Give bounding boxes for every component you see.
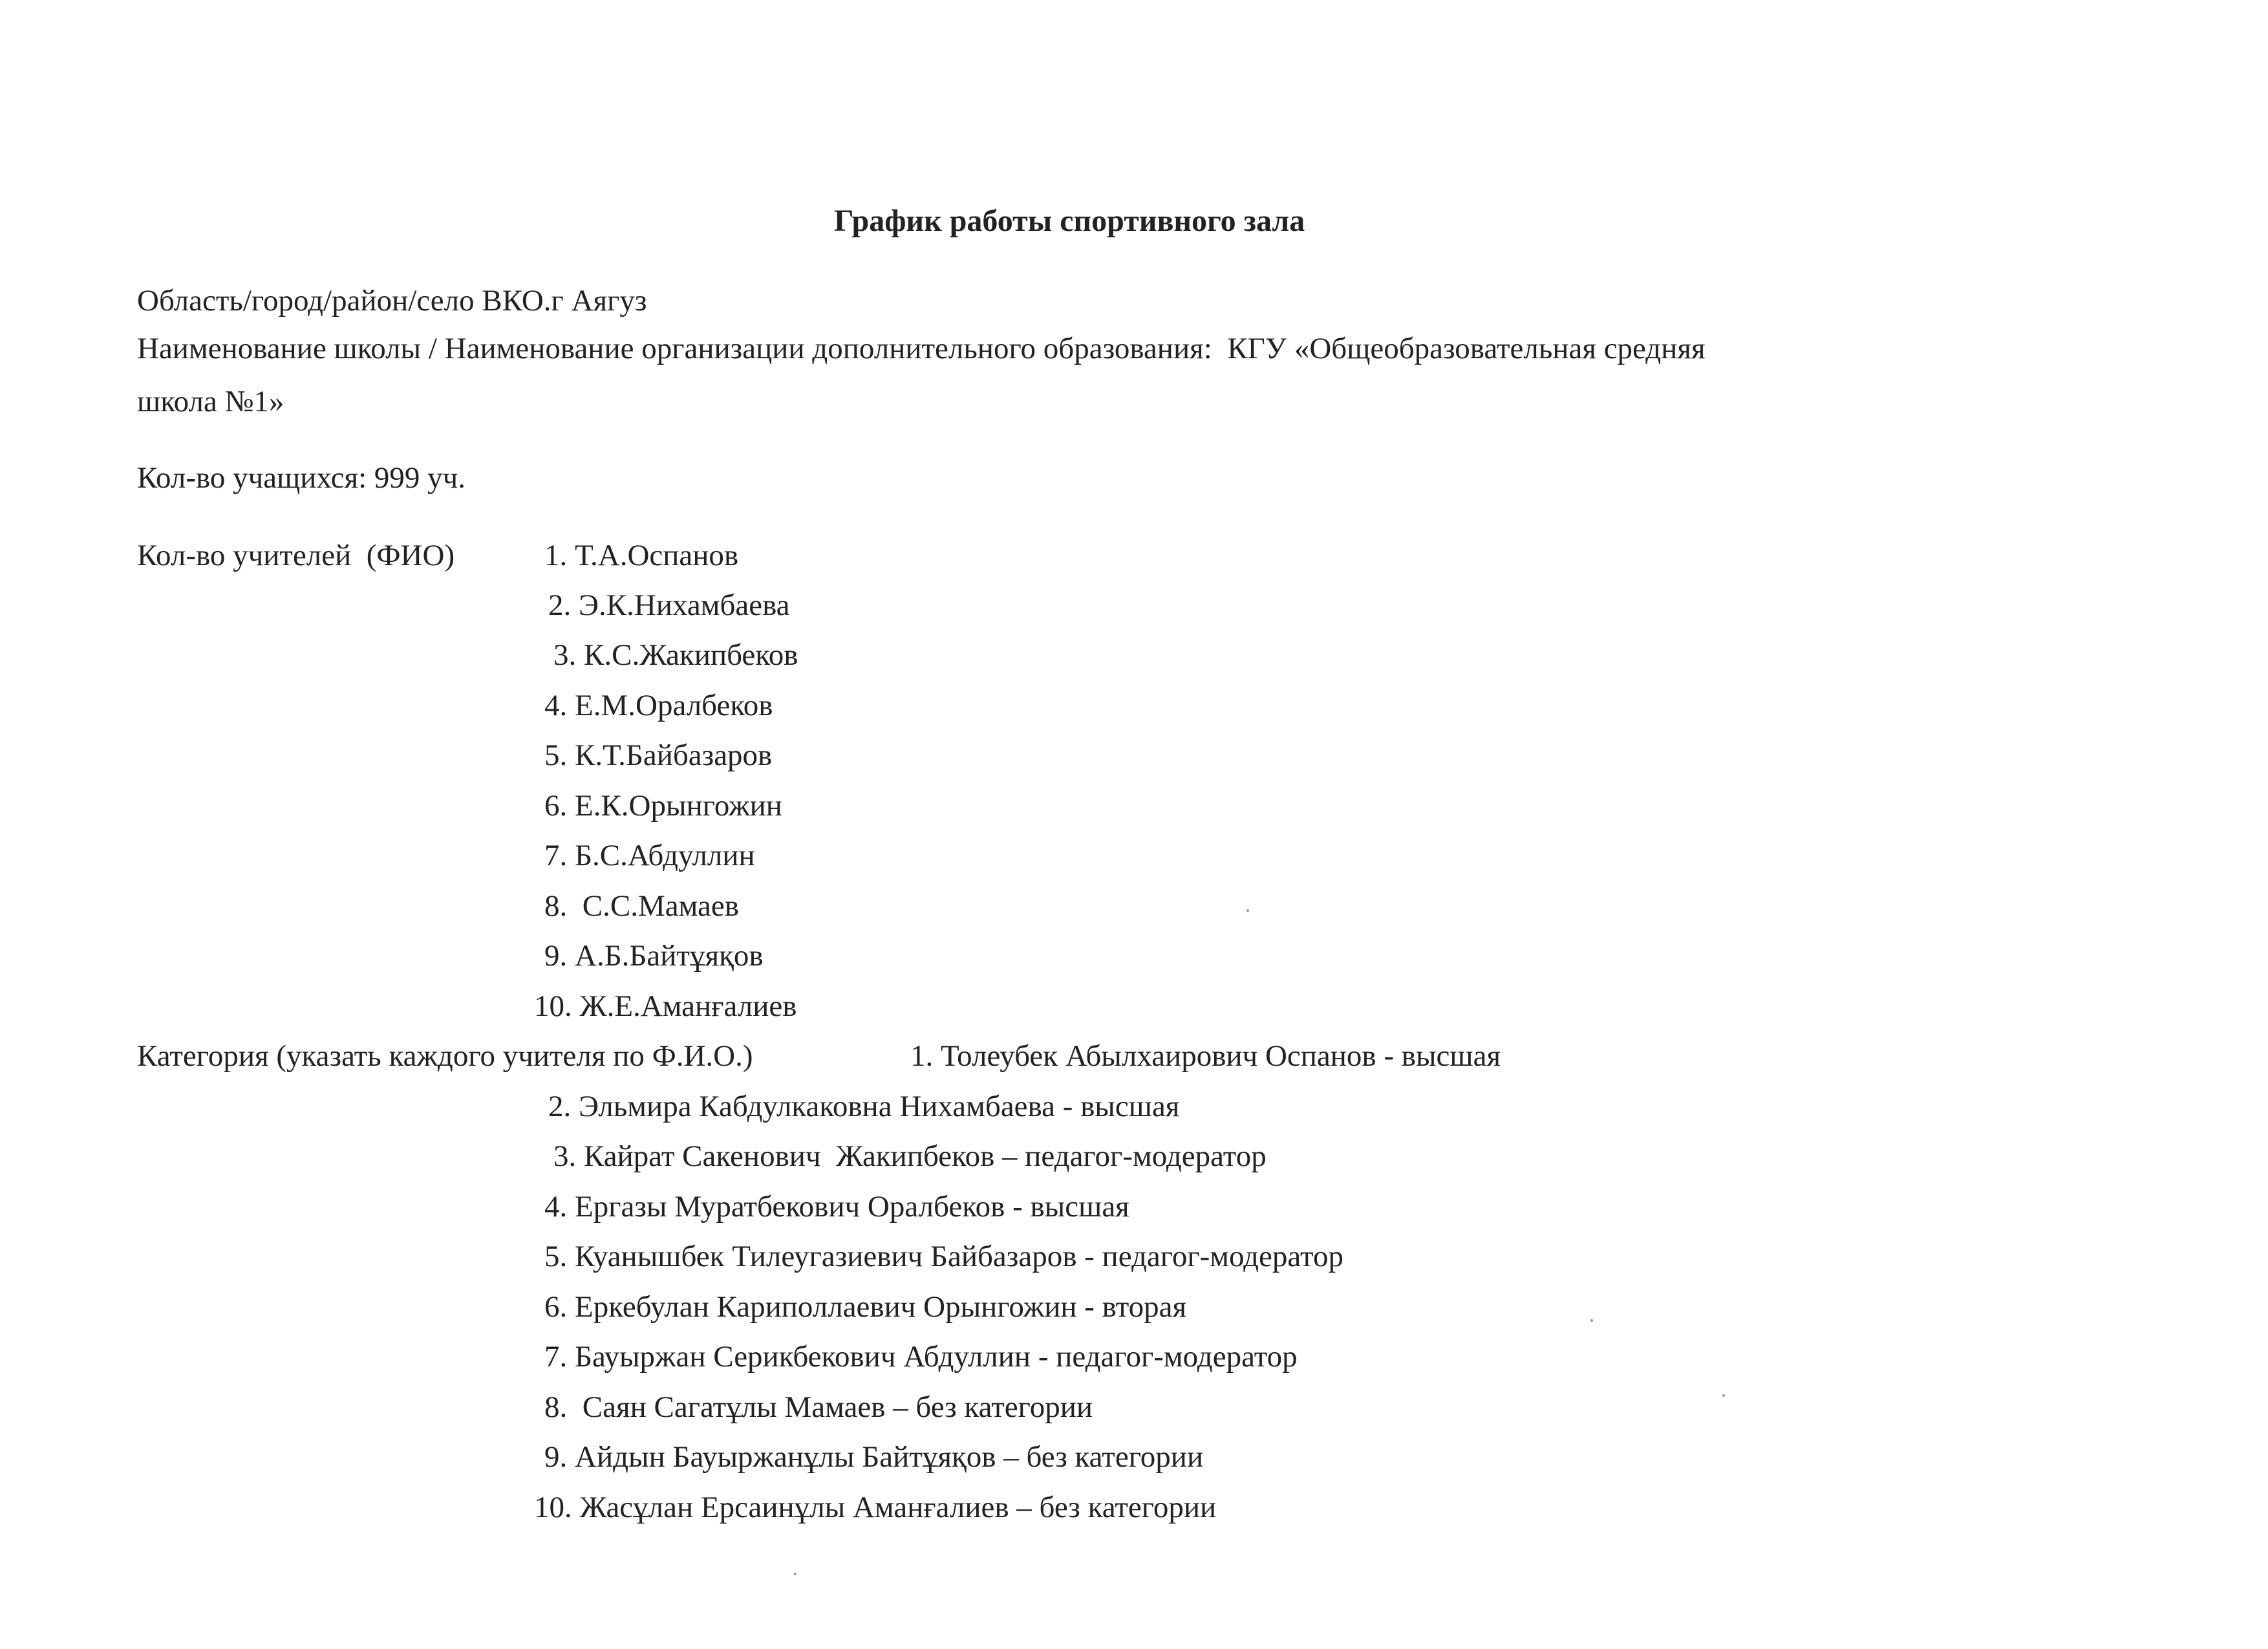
category-item: 2. Эльмира Кабдулкаковна Нихамбаева - высшая <box>548 1090 1180 1123</box>
school-line-1: Наименование школы / Наименование организации дополнительного образования: КГУ «Общеобразовательная средняя <box>137 332 1706 365</box>
scan-speck <box>1590 1319 1593 1322</box>
category-item: 1. Толеубек Абылхаирович Оспанов - высшая <box>910 1039 1501 1073</box>
category-item: 8. Саян Сагатұлы Мамаев – без категории <box>544 1390 1093 1424</box>
teacher-item: 10. Ж.Е.Аманғалиев <box>534 989 797 1023</box>
teacher-item: 1. Т.А.Оспанов <box>544 539 739 572</box>
students-line: Кол-во учащихся: 999 уч. <box>137 461 466 495</box>
category-item: 3. Кайрат Сакенович Жакипбеков – педагог-модератор <box>553 1139 1267 1173</box>
teachers-label: Кол-во учителей (ФИО) <box>137 539 455 572</box>
teacher-item: 7. Б.С.Абдуллин <box>544 839 755 872</box>
teacher-item: 2. Э.К.Нихамбаева <box>548 588 790 622</box>
scan-speck <box>794 1573 797 1575</box>
scan-speck <box>1722 1394 1725 1397</box>
teacher-item: 6. Е.К.Орынгожин <box>544 789 782 823</box>
category-item: 6. Еркебулан Кариполлаевич Орынгожин - вторая <box>544 1290 1187 1324</box>
teacher-item: 4. Е.М.Оралбеков <box>544 689 773 722</box>
category-label: Категория (указать каждого учителя по Ф.И.О.) <box>137 1039 753 1073</box>
teacher-item: 5. К.Т.Байбазаров <box>544 738 773 772</box>
category-item: 7. Бауыржан Серикбекович Абдуллин - педагог-модератор <box>544 1340 1298 1374</box>
category-item: 9. Айдын Бауыржанұлы Байтұяқов – без категории <box>544 1440 1204 1474</box>
teacher-item: 8. С.С.Мамаев <box>544 889 739 923</box>
teacher-item: 3. К.С.Жакипбеков <box>553 638 798 672</box>
category-item: 10. Жасұлан Ерсаинұлы Аманғалиев – без категории <box>534 1491 1217 1524</box>
category-item: 4. Ергазы Муратбекович Оралбеков - высшая <box>544 1190 1129 1223</box>
school-line-2: школа №1» <box>137 385 284 418</box>
region-line: Область/город/район/село ВКО.г Аягуз <box>137 284 647 318</box>
scan-speck <box>1246 909 1249 912</box>
document-title: График работы спортивного зала <box>834 204 1305 238</box>
category-item: 5. Куанышбек Тилеугазиевич Байбазаров - педагог-модератор <box>544 1240 1343 1273</box>
teacher-item: 9. А.Б.Байтұяқов <box>544 939 764 973</box>
